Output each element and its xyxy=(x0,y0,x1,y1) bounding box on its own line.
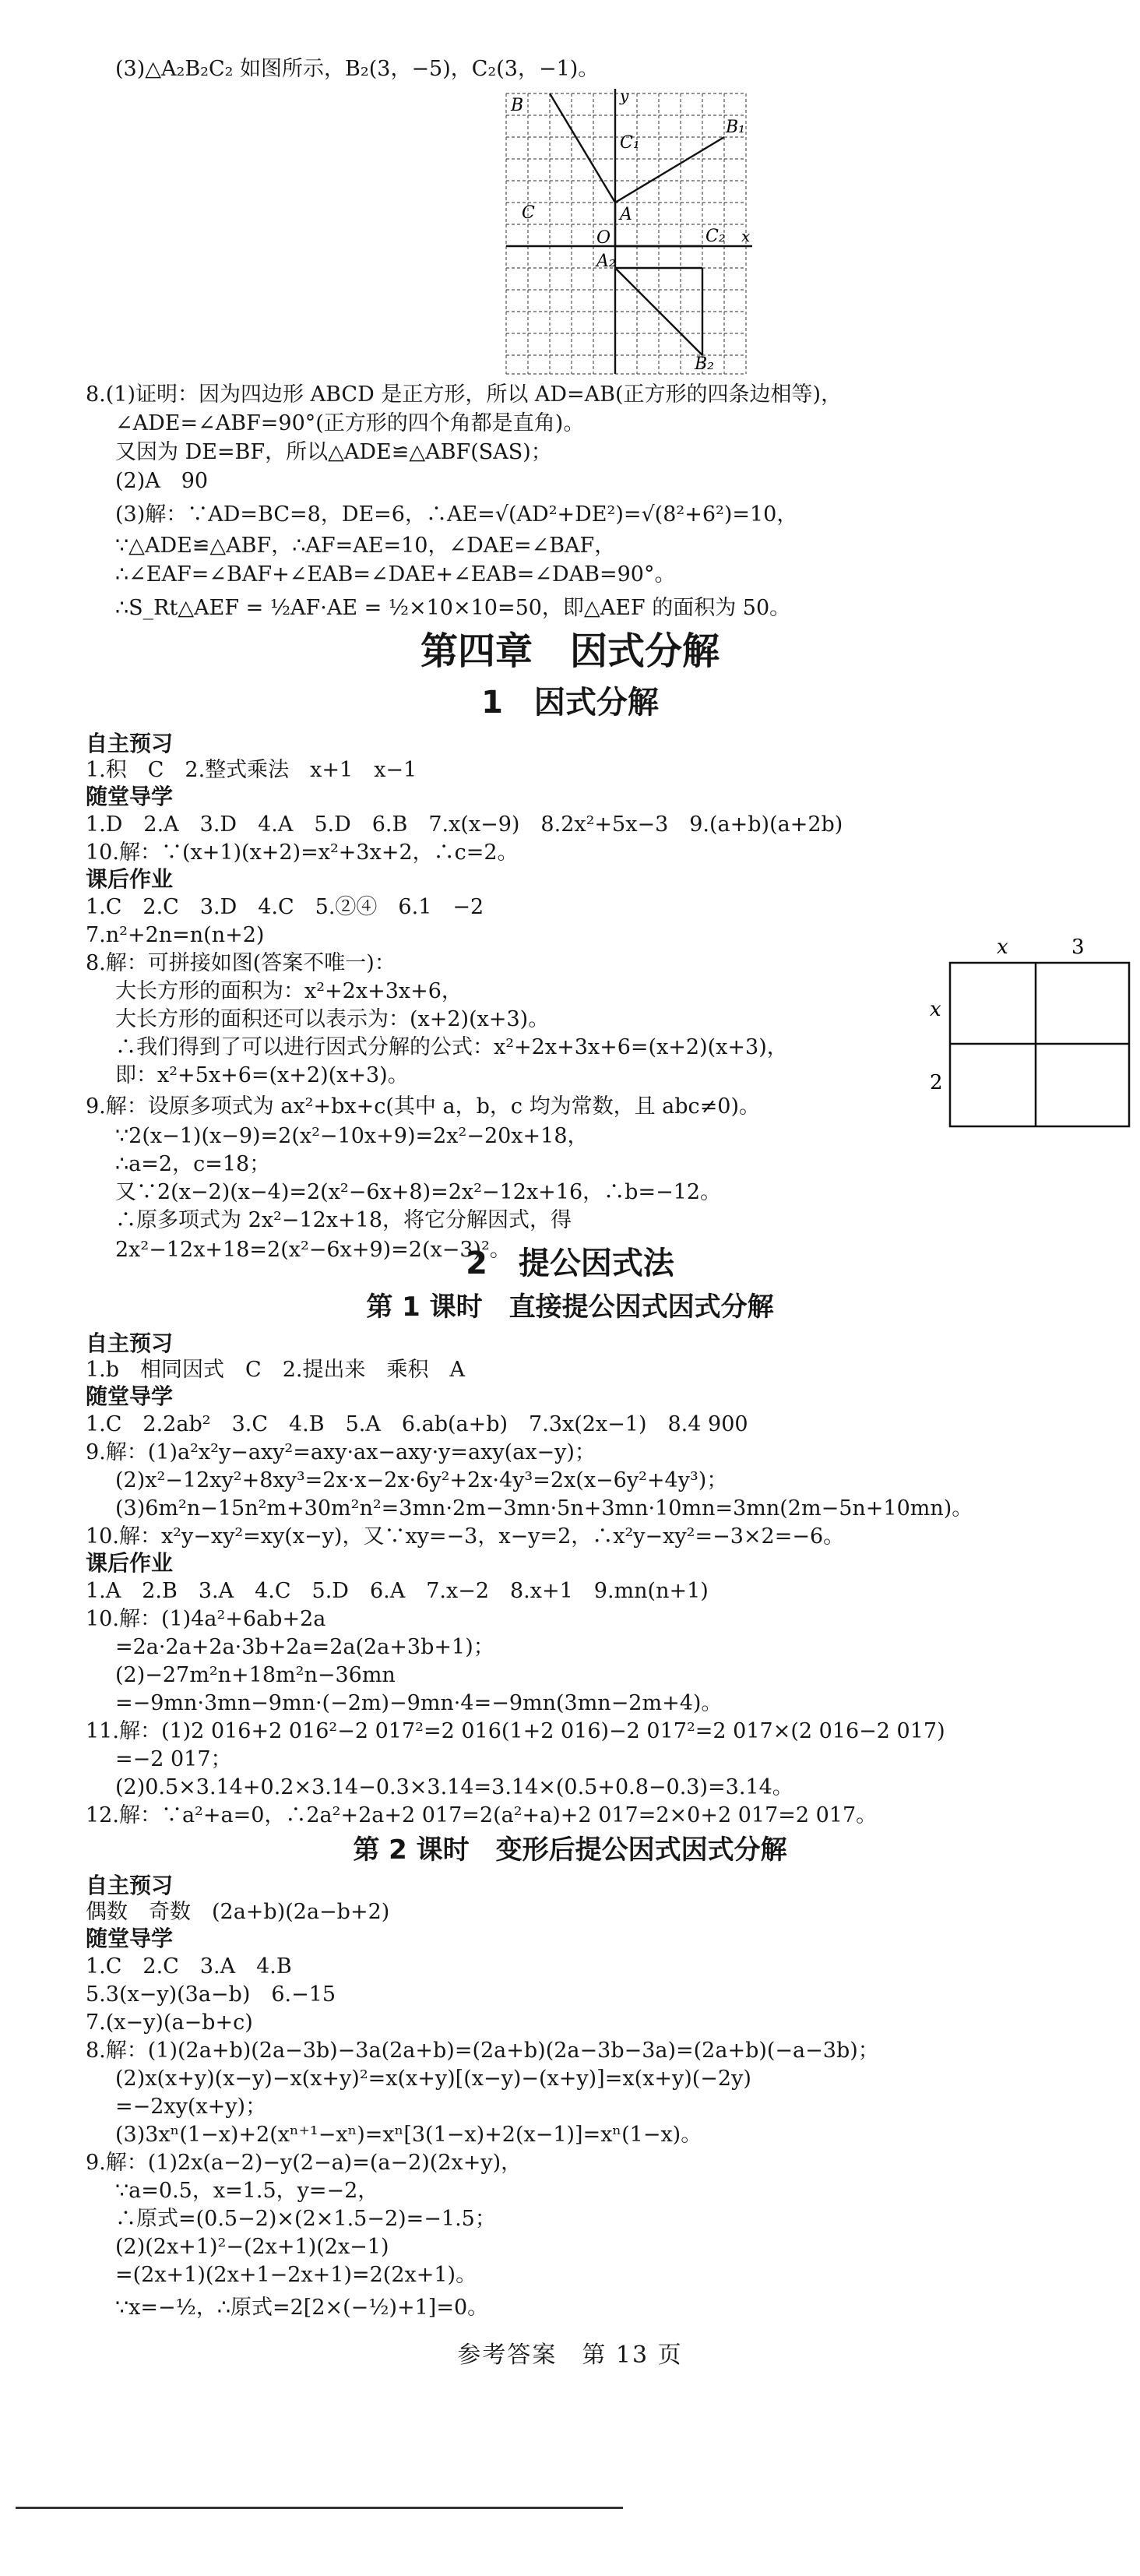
sec1-guide-2: 10.解：∵(x+1)(x+2)=x²+3x+2，∴c=2。 xyxy=(86,840,519,865)
l2-guide-11: (2)(2x+1)²−(2x+1)(2x−1) xyxy=(115,2235,389,2259)
l1-hw-9: 12.解：∵a²+a=0，∴2a²+2a+2 017=2(a²+a)+2 017=2×0+2 017=2 017。 xyxy=(86,1803,878,1827)
l1-heading-preview: 自主预习 xyxy=(86,1330,174,1356)
l2-guide-12: =(2x+1)(2x+1−2x+1)=2(2x+1)。 xyxy=(115,2263,477,2287)
l2-heading-guide: 随堂导学 xyxy=(86,1926,174,1951)
label-x: x xyxy=(741,227,751,245)
sec1-hw-4: 大长方形的面积为：x²+2x+3x+6， xyxy=(115,979,463,1003)
q8-line-6: ∵△ADE≌△ABF，∴AF=AE=10，∠DAE=∠BAF， xyxy=(115,534,616,558)
rect-label-top-x: x xyxy=(997,936,1008,959)
l1-hw-7: =−2 017； xyxy=(115,1747,232,1771)
sec1-hw-5: 大长方形的面积还可以表示为：(x+2)(x+3)。 xyxy=(115,1007,550,1031)
sec1-hw-2: 7.n²+2n=n(n+2) xyxy=(86,923,265,947)
q8-line-7: ∴∠EAF=∠BAF+∠EAB=∠DAE+∠EAB=∠DAB=90°。 xyxy=(115,562,676,587)
l2-guide-9: ∵a=0.5，x=1.5，y=−2， xyxy=(115,2179,379,2203)
rect-label-top-3: 3 xyxy=(1071,936,1085,959)
l1-guide-5: 10.解：x²y−xy²=xy(x−y)，又∵xy=−3，x−y=2，∴x²y−xy²=−3×2=−6。 xyxy=(86,1524,845,1549)
l2-guide-3: 7.(x−y)(a−b+c) xyxy=(86,2010,253,2035)
label-y: y xyxy=(620,86,629,105)
l2-guide-5: (2)x(x+y)(x−y)−x(x+y)²=x(x+y)[(x−y)−(x+y)]=x(x+y)(−2y) xyxy=(115,2067,751,2091)
heading-homework: 课后作业 xyxy=(86,866,174,892)
q3-text: (3)△A₂B₂C₂ 如图所示，B₂(3，−5)，C₂(3，−1)。 xyxy=(115,57,600,81)
l1-hw-8: (2)0.5×3.14+0.2×3.14−0.3×3.14=3.14×(0.5+0.8−0.3)=3.14。 xyxy=(115,1775,793,1799)
l1-preview: 1.b 相同因式 C 2.提出来 乘积 A xyxy=(86,1358,465,1382)
page-footer: 参考答案 第 13 页 xyxy=(457,2342,683,2369)
label-c1: C₁ xyxy=(620,133,640,153)
l2-guide-6: =−2xy(x+y)； xyxy=(115,2095,267,2119)
section-1-title: 1 因式分解 xyxy=(481,685,659,721)
sec1-hw-1: 1.C 2.C 3.D 4.C 5.②④ 6.1 −2 xyxy=(86,895,484,919)
sec1-hw-3: 8.解：可拼接如图(答案不唯一)： xyxy=(86,951,396,975)
l2-guide-13: ∵x=−½，∴原式=2[2×(−½)+1]=0。 xyxy=(115,2296,489,2320)
rectangle-figure xyxy=(919,935,1137,1137)
l2-guide-8: 9.解：(1)2x(a−2)−y(2−a)=(a−2)(2x+y)， xyxy=(86,2151,522,2175)
chapter-title: 第四章 因式分解 xyxy=(420,629,720,673)
sec1-hw-13: 2x²−12x+18=2(x²−6x+9)=2(x−3)²。 xyxy=(115,1238,511,1262)
l1-hw-5: =−9mn·3mn−9mn·(−2m)−9mn·4=−9mn(3mn−2m+4)。 xyxy=(115,1691,723,1715)
q8-line-2: ∠ADE=∠ABF=90°(正方形的四个角都是直角)。 xyxy=(115,411,585,435)
l1-hw-3: =2a·2a+2a·3b+2a=2a(2a+3b+1)； xyxy=(115,1635,494,1659)
l1-guide-2: 9.解：(1)a²x²y−axy²=axy·ax−axy·y=axy(ax−y)； xyxy=(86,1440,596,1464)
l1-heading-guide: 随堂导学 xyxy=(86,1383,174,1409)
coordinate-grid-figure xyxy=(498,86,755,382)
q8-line-4: (2)A 90 xyxy=(115,469,209,493)
l1-hw-2: 10.解：(1)4a²+6ab+2a xyxy=(86,1607,326,1631)
q8-line-8: ∴S_Rt△AEF = ½AF·AE = ½×10×10=50，即△AEF 的面积为 50。 xyxy=(115,596,791,620)
lesson-1-title: 第 1 课时 直接提公因式因式分解 xyxy=(366,1292,774,1323)
label-a: A xyxy=(620,205,632,224)
label-b2: B₂ xyxy=(695,354,714,374)
q8-line-1: 8.(1)证明：因为四边形 ABCD 是正方形，所以 AD=AB(正方形的四条边相等)， xyxy=(86,382,843,407)
lesson-2-title: 第 2 课时 变形后提公因式因式分解 xyxy=(353,1834,787,1866)
rect-label-left-x: x xyxy=(930,998,941,1021)
bottom-rule xyxy=(16,2507,623,2509)
sec1-preview: 1.积 C 2.整式乘法 x+1 x−1 xyxy=(86,758,417,782)
l2-guide-4: 8.解：(1)(2a+b)(2a−3b)−3a(2a+b)=(2a+b)(2a−3b−3a)=(2a+b)(−a−3b)； xyxy=(86,2039,879,2063)
l1-guide-1: 1.C 2.2ab² 3.C 4.B 5.A 6.ab(a+b) 7.3x(2x−1) 8.4 900 xyxy=(86,1412,748,1436)
sec1-hw-11: 又∵2(x−2)(x−4)=2(x²−6x+8)=2x²−12x+16，∴b=−12。 xyxy=(115,1180,722,1204)
l1-hw-4: (2)−27m²n+18m²n−36mn xyxy=(115,1663,396,1687)
label-b: B xyxy=(511,96,524,115)
rect-label-left-2: 2 xyxy=(930,1071,943,1094)
heading-preview: 自主预习 xyxy=(86,731,174,756)
l2-guide-1: 1.C 2.C 3.A 4.B xyxy=(86,1954,292,1979)
sec1-hw-10: ∴a=2，c=18； xyxy=(115,1152,271,1176)
sec1-hw-8: 9.解：设原多项式为 ax²+bx+c(其中 a，b，c 均为常数，且 abc≠0)。 xyxy=(86,1094,760,1119)
l1-hw-6: 11.解：(1)2 016+2 016²−2 017²=2 016(1+2 016)−2 017²=2 017×(2 016−2 017) xyxy=(86,1719,945,1743)
sec1-guide-1: 1.D 2.A 3.D 4.A 5.D 6.B 7.x(x−9) 8.2x²+5x−3 9.(a+b)(a+2b) xyxy=(86,812,843,837)
l2-guide-10: ∴原式=(0.5−2)×(2×1.5−2)=−1.5； xyxy=(115,2207,496,2231)
l1-guide-3: (2)x²−12xy²+8xy³=2x·x−2x·6y²+2x·4y³=2x(x−6y²+4y³)； xyxy=(115,1468,728,1492)
l1-heading-homework: 课后作业 xyxy=(86,1550,174,1576)
sec1-hw-9: ∵2(x−1)(x−9)=2(x²−10x+9)=2x²−20x+18， xyxy=(115,1124,589,1148)
sec1-hw-7: 即：x²+5x+6=(x+2)(x+3)。 xyxy=(115,1063,409,1087)
sec1-hw-12: ∴原多项式为 2x²−12x+18，将它分解因式，得 xyxy=(115,1208,572,1232)
l2-heading-preview: 自主预习 xyxy=(86,1873,174,1898)
section-2-title: 2 提公因式法 xyxy=(466,1246,674,1281)
l1-hw-1: 1.A 2.B 3.A 4.C 5.D 6.A 7.x−2 8.x+1 9.mn(n+1) xyxy=(86,1579,709,1603)
l2-guide-2: 5.3(x−y)(3a−b) 6.−15 xyxy=(86,1982,336,2007)
q8-line-5: (3)解：∵AD=BC=8，DE=6，∴AE=√(AD²+DE²)=√(8²+6²)=10， xyxy=(115,502,798,527)
label-c2: C₂ xyxy=(705,227,726,246)
l2-preview: 偶数 奇数 (2a+b)(2a−b+2) xyxy=(86,1900,390,1924)
label-a2: A₂ xyxy=(596,252,616,271)
l2-guide-7: (3)3xⁿ(1−x)+2(xⁿ⁺¹−xⁿ)=xⁿ[3(1−x)+2(x−1)]=xⁿ(1−x)。 xyxy=(115,2123,702,2147)
q8-line-3: 又因为 DE=BF，所以△ADE≌△ABF(SAS)； xyxy=(115,440,552,464)
l1-guide-4: (3)6m²n−15n²m+30m²n²=3mn·2m−3mn·5n+3mn·10mn=3mn(2m−5n+10mn)。 xyxy=(115,1496,973,1521)
sec1-hw-6: ∴我们得到了可以进行因式分解的公式：x²+2x+3x+6=(x+2)(x+3)， xyxy=(115,1035,788,1059)
heading-guide: 随堂导学 xyxy=(86,784,174,809)
label-c: C xyxy=(522,203,535,223)
label-b1: B₁ xyxy=(726,118,745,137)
label-o: O xyxy=(596,228,611,248)
